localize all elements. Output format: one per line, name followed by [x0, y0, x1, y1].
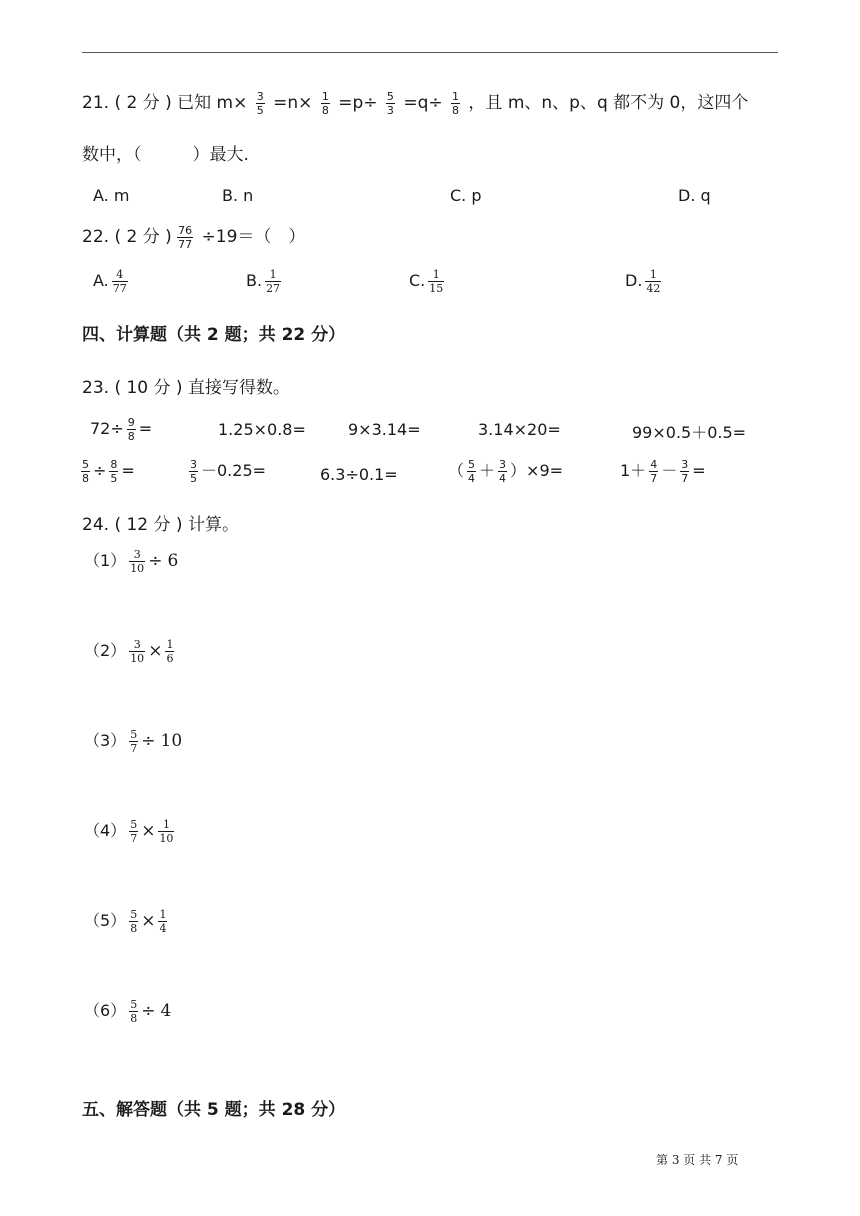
- q21-fraction-3: $\frac{5}{3}$: [386, 89, 394, 117]
- question-21: [82, 88, 748, 117]
- q24-item-2: （2） $\frac{3}{10}$ × $\frac{1}{6}$: [84, 638, 174, 665]
- q23-row2-a: $\frac{5}{8}$ ÷ $\frac{8}{5}$ =: [82, 458, 135, 485]
- q24-item-5-fraction-1: $\frac{5}{8}$: [130, 908, 138, 935]
- q23-row1-d: 3.14×20=: [478, 420, 561, 439]
- q23-r2d-fraction-2: $\frac{3}{4}$: [499, 458, 507, 485]
- q21-text-2: =p÷: [338, 93, 378, 113]
- section-4-heading: 四、计算题（共 2 题；共 22 分）: [82, 325, 346, 345]
- q24-item-2-fraction-2: $\frac{1}{6}$: [166, 638, 174, 665]
- q21-fraction-2: $\frac{1}{8}$: [321, 89, 329, 117]
- q23-r2d-fraction-1: $\frac{5}{4}$: [468, 458, 476, 485]
- q22-option-c-fraction: $\frac{1}{15}$: [429, 268, 444, 295]
- q21-prefix: 21. ( 2 分 ) 已知 m×: [82, 93, 248, 113]
- q23-r1-fraction: $\frac{9}{8}$: [127, 416, 135, 443]
- q24-item-3-fraction: $\frac{5}{7}$: [130, 728, 138, 755]
- q24-item-6-fraction: $\frac{5}{8}$: [130, 998, 138, 1025]
- q21-option-c[interactable]: C. p: [450, 186, 482, 205]
- q24-item-2-fraction-1: $\frac{3}{10}$: [130, 638, 145, 665]
- q23-row1-b: 1.25×0.8=: [218, 420, 306, 439]
- q22-fraction: $\frac{76}{77}$: [178, 223, 193, 251]
- q22-option-d-fraction: $\frac{1}{42}$: [646, 268, 661, 295]
- q23-row2-b: $\frac{3}{5}$ －0.25=: [190, 458, 267, 485]
- q22-prefix: 22. ( 2 分 ): [82, 227, 172, 247]
- q22-option-c[interactable]: C. $\frac{1}{15}$: [409, 268, 444, 295]
- page-footer: 第 3 页 共 7 页: [656, 1153, 739, 1167]
- q21-option-b[interactable]: B. n: [222, 186, 254, 205]
- q23-r2b-fraction: $\frac{3}{5}$: [190, 458, 197, 485]
- section-5-heading: 五、解答题（共 5 题；共 28 分）: [82, 1100, 346, 1120]
- q23-row2-d: （ $\frac{5}{4}$ ＋ $\frac{3}{4}$ ）×9=: [448, 458, 564, 485]
- q22-option-b-fraction: $\frac{1}{27}$: [266, 268, 281, 295]
- q23-r2e-fraction-1: $\frac{4}{7}$: [650, 458, 658, 485]
- q23-r2e-fraction-2: $\frac{3}{7}$: [681, 458, 689, 485]
- q24-item-1-fraction: $\frac{3}{10}$: [130, 548, 145, 575]
- q23-row2-e: 1＋ $\frac{4}{7}$ － $\frac{3}{7}$ =: [620, 458, 706, 485]
- q24-item-1: （1） $\frac{3}{10}$ ÷ 6: [84, 548, 179, 575]
- q21-fraction-4: $\frac{1}{8}$: [452, 89, 460, 117]
- q23-row1-a: 72÷ $\frac{9}{8}$ =: [90, 416, 153, 443]
- q21-line-2: 数中，（ ）最大.: [82, 145, 249, 165]
- question-24-title: 24. ( 12 分 ) 计算。: [82, 515, 239, 535]
- q21-option-a[interactable]: A. m: [93, 186, 130, 205]
- q23-row1-c: 9×3.14=: [348, 420, 421, 439]
- q22-option-b[interactable]: B. $\frac{1}{27}$: [246, 268, 281, 295]
- q24-item-3: （3） $\frac{5}{7}$ ÷ 10: [84, 728, 183, 755]
- header-rule: [82, 52, 778, 53]
- q23-r2a-fraction-2: $\frac{8}{5}$: [110, 458, 118, 485]
- q21-text-3: =q÷: [403, 93, 443, 113]
- q24-item-6: （6） $\frac{5}{8}$ ÷ 4: [84, 998, 172, 1025]
- q23-row2-c: 6.3÷0.1=: [320, 465, 398, 484]
- q21-suffix: ，且 m、n、p、q 都不为 0，这四个: [468, 93, 749, 113]
- q23-row1-e: 99×0.5＋0.5=: [632, 423, 747, 442]
- q22-suffix: ÷19＝（ ）: [201, 227, 306, 247]
- question-22: [82, 222, 305, 251]
- q22-option-d[interactable]: D. $\frac{1}{42}$: [625, 268, 661, 295]
- q24-item-4: （4） $\frac{5}{7}$ × $\frac{1}{10}$: [84, 818, 174, 845]
- q21-option-d[interactable]: D. q: [678, 186, 711, 205]
- question-23-title: 23. ( 10 分 ) 直接写得数。: [82, 378, 290, 398]
- q23-r2a-fraction-1: $\frac{5}{8}$: [82, 458, 89, 485]
- q24-item-4-fraction-1: $\frac{5}{7}$: [130, 818, 138, 845]
- q24-item-5: （5） $\frac{5}{8}$ × $\frac{1}{4}$: [84, 908, 167, 935]
- q22-option-a[interactable]: A. $\frac{4}{77}$: [93, 268, 127, 295]
- q24-item-5-fraction-2: $\frac{1}{4}$: [159, 908, 167, 935]
- q21-fraction-1: $\frac{3}{5}$: [256, 89, 264, 117]
- q21-text-1: =n×: [273, 93, 313, 113]
- q24-item-4-fraction-2: $\frac{1}{10}$: [159, 818, 174, 845]
- q22-option-a-fraction: $\frac{4}{77}$: [112, 268, 127, 295]
